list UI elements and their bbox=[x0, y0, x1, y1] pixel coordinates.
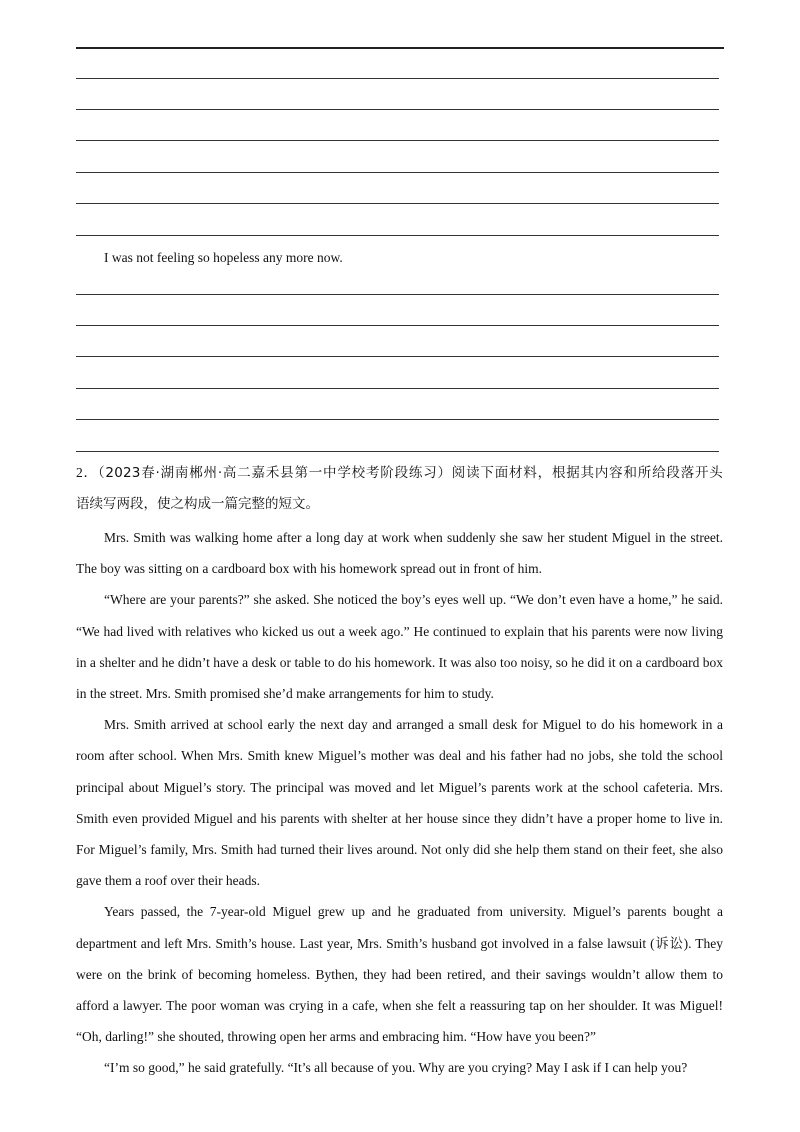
answer-line bbox=[76, 109, 719, 110]
answer-line bbox=[76, 235, 719, 236]
answer-line bbox=[76, 78, 719, 79]
answer-line bbox=[76, 356, 719, 357]
answer-line bbox=[76, 203, 719, 204]
top-rule bbox=[76, 47, 724, 49]
answer-line bbox=[76, 294, 719, 295]
answer-line bbox=[76, 451, 719, 452]
passage-paragraph: “Where are your parents?” she asked. She noticed the boy’s eyes well up. “We don’t even have a home,” he said. “We had lived with relatives who kicked us out a week ago.” He continued to explain that his parents were now living in a shelter and he didn’t have a desk or table to do his homework. It was also too noisy, so he did it on a cardboard box in the street. Mrs. Smith promised she’d make arrangements for him to study. bbox=[76, 592, 723, 702]
answer-line bbox=[76, 419, 719, 420]
question-header bbox=[76, 457, 723, 489]
answer-line bbox=[76, 325, 719, 326]
passage-paragraph: “I’m so good,” he said gratefully. “It’s all because of you. Why are you crying? May I ask if I can help you? bbox=[104, 1060, 688, 1076]
answer-line bbox=[76, 140, 719, 141]
continuation-prompt: I was not feeling so hopeless any more now. bbox=[104, 250, 343, 265]
question-instruction: 语续写两段，使之构成一篇完整的短文。 bbox=[76, 496, 319, 512]
question-2 bbox=[76, 457, 723, 1084]
passage-paragraph: Mrs. Smith was walking home after a long day at work when suddenly she saw her student Miguel in the street. The boy was sitting on a cardboard box with his homework spread out in front of him. bbox=[76, 530, 723, 577]
question-source: （2023春·湖南郴州·高二嘉禾县第一中学校考阶段练习）阅读下面材料，根据其内容和所给段落开头 bbox=[97, 465, 724, 481]
answer-line bbox=[76, 172, 719, 173]
passage-paragraph: Mrs. Smith arrived at school early the next day and arranged a small desk for Miguel to do his homework in a room after school. When Mrs. Smith knew Miguel’s mother was deal and his father had no jobs, she told the school principal about Miguel’s story. The principal was moved and let Miguel’s parents work at the school cafeteria. Mrs. Smith even provided Miguel and his parents with shelter at her house since they didn’t have a proper home to live in. For Miguel’s family, Mrs. Smith had turned their lives around. Not only did she help them stand on their feet, she also gave them a roof over their heads. bbox=[76, 717, 723, 889]
answer-line bbox=[76, 388, 719, 389]
question-number: 2． bbox=[76, 465, 98, 480]
passage-paragraph: Years passed, the 7-year-old Miguel grew up and he graduated from university. Miguel’s parents bought a department and left Mrs. Smith’s house. Last year, Mrs. Smith’s husband got involved in a false lawsuit (诉讼). They were on the brink of becoming homeless. Bythen, they had been retired, and their savings wouldn’t allow them to afford a lawyer. The poor woman was crying in a cafe, when she felt a reassuring tap on her shoulder. It was Miguel! “Oh, darling!” she shouted, throwing open her arms and embracing him. “How have you been?” bbox=[76, 904, 723, 1045]
